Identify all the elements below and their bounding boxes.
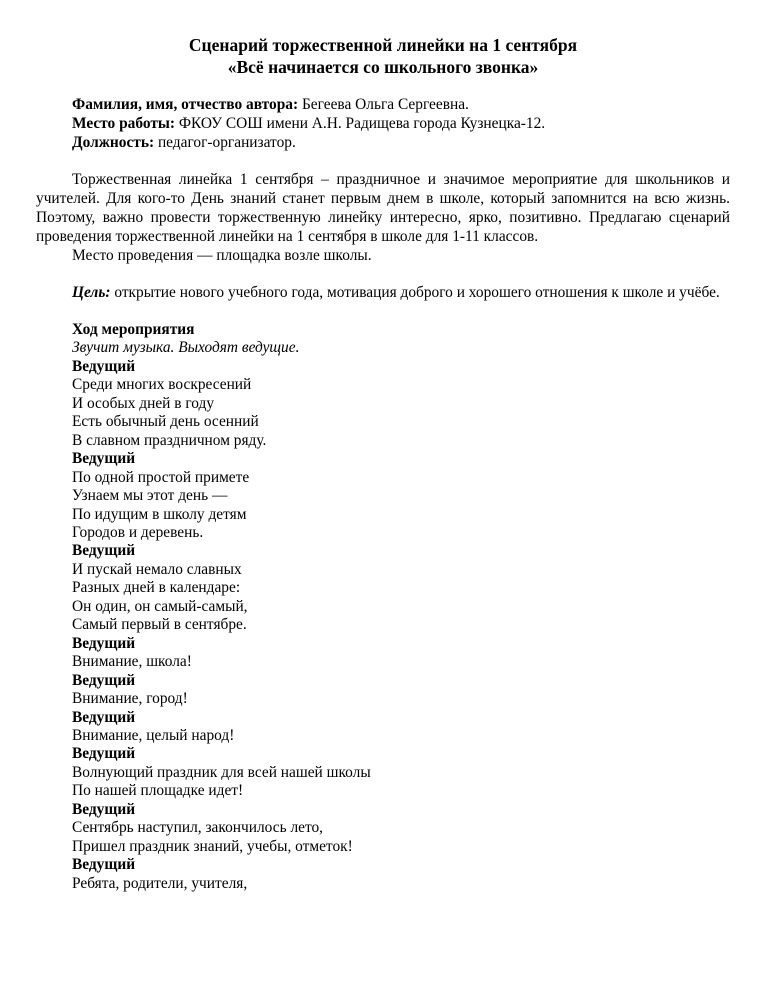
verse-line: И пускай немало славных [72,560,242,578]
verse-line: Среди многих воскресений [72,376,252,394]
verse-line: Внимание, школа! [72,653,192,671]
verse-line: Самый первый в сентябре. [72,616,247,634]
verse-line: И особых дней в году [72,394,215,412]
intro-section [36,170,730,265]
author-info [36,95,730,152]
verse-line: Ребята, родители, учителя, [72,874,248,892]
script-blocks [72,358,730,893]
goal-paragraph [36,283,730,302]
event-heading: Ход мероприятия [72,321,195,338]
venue-paragraph: Место проведения — площадка возле школы. [72,247,372,264]
intro-paragraph: Торжественная линейка 1 сентября – праздничное и значимое мероприятие для школьников и учителей. Для кого-то День знаний станет первым днем в школе, который запомнится на всю жизнь. Поэтому, важно провести торжественную линейку интересно, ярко, позитивно. Предлагаю сценарий проведения торжественной линейки на 1 сентября в школе для 1-11 классов. [36,171,730,245]
goal-section [36,283,730,302]
verse-line: Волнующий праздник для всей нашей школы [72,763,371,781]
author-position-label: Должность: [72,134,155,151]
speaker-label: Ведущий [72,357,136,375]
speaker-label: Ведущий [72,671,136,689]
speaker-label: Ведущий [72,856,136,874]
author-name-line [36,95,730,114]
verse-line: По нашей площадке идет! [72,782,244,800]
title-line-1: Сценарий торжественной линейки на 1 сентября [188,35,578,55]
verse-line: Внимание, город! [72,690,188,708]
title-line-2: «Всё начинается со школьного звонка» [227,57,539,77]
speaker-label: Ведущий [72,450,136,468]
verse-line: По идущим в школу детям [72,505,247,523]
author-position-value: педагог-организатор. [154,134,296,151]
speaker-label: Ведущий [72,634,136,652]
author-work-value: ФКОУ СОШ имени А.Н. Радищева города Кузнецка-12. [175,115,546,132]
verse-line: Городов и деревень. [72,523,204,541]
author-name-value: Бегеева Ольга Сергеевна. [298,96,469,113]
verse-line: Сентябрь наступил, закончилось лето, [72,819,324,837]
verse-line: По одной простой примете [72,468,250,486]
stage-direction: Звучит музыка. Выходят ведущие. [72,339,300,357]
speaker-label: Ведущий [72,542,136,560]
author-work-label: Место работы: [72,115,176,132]
speaker-label: Ведущий [72,800,136,818]
goal-text: открытие нового учебного года, мотивация доброго и хорошего отношения к школе и учёбе. [110,284,720,301]
author-position-line [36,133,730,152]
verse-line: Пришел праздник знаний, учебы, отметок! [72,837,353,855]
document-title [36,34,730,78]
verse-line: Разных дней в календаре: [72,579,241,597]
speaker-label: Ведущий [72,745,136,763]
verse-line: Есть обычный день осенний [72,413,259,431]
speaker-label: Ведущий [72,708,136,726]
verse-line: Узнаем мы этот день — [72,487,228,505]
verse-line: Он один, он самый-самый, [72,597,248,615]
verse-line: Внимание, целый народ! [72,726,235,744]
author-name-label: Фамилия, имя, отчество автора: [72,96,299,113]
author-work-line [36,114,730,133]
event-section [36,321,730,893]
verse-line: В славном праздничном ряду. [72,431,267,449]
goal-label: Цель: [72,284,111,301]
